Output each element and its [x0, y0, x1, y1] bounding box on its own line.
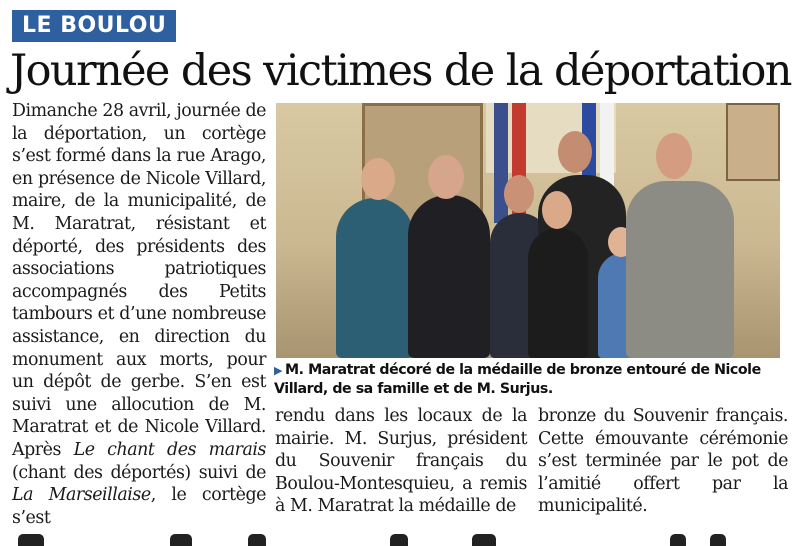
- cropped-letter: [170, 534, 192, 546]
- next-headline-fragment: [10, 532, 790, 546]
- cropped-letter: [670, 534, 686, 546]
- cropped-letter: [248, 534, 266, 546]
- photo-person-head: [542, 191, 572, 229]
- caption-text: M. Maratrat décoré de la médaille de bronze entouré de Nicole Villard, de sa famille et de M. Surjus.: [274, 362, 761, 397]
- photo-person: [528, 228, 588, 358]
- caption-marker-icon: ▶: [274, 364, 283, 377]
- photo-painting-right: [726, 103, 780, 181]
- article-column-middle: rendu dans les locaux de la mairie. M. Surjus, président du Souvenir français du Boulou-Montesquieu, a remis à M. Maratrat la médaille de: [275, 406, 527, 517]
- article-column-left: [12, 100, 266, 529]
- section-kicker: LE BOULOU: [12, 10, 176, 42]
- photo-person-head: [361, 158, 395, 200]
- photo-person-head: [558, 131, 592, 173]
- article-text-segment: , le cortège s’est: [12, 485, 266, 528]
- song-title-chant-des-marais: Le chant des marais: [73, 439, 266, 460]
- article-text-segment: (chant des déportés) suivi de: [12, 462, 266, 483]
- cropped-letter: [472, 534, 496, 546]
- cropped-letter: [18, 534, 44, 546]
- photo-person: [408, 195, 490, 358]
- cropped-letter: [390, 534, 408, 546]
- photo-person-head: [504, 175, 534, 213]
- photo-person: [626, 181, 734, 358]
- article-text-segment: Dimanche 28 avril, journée de la déportation, un cortège s’est formé dans la rue Arago, en présence de Nicole Villard, maire, de la municipalité, de M. Maratrat, résistant et déporté, des présidents des associations patriotiques accompagnés des Petits tambours et d’une nombreuse assistance, en direction du monument aux morts, pour un dépôt de gerbe. S’en est suivi une allocution de M. Maratrat et de Nicole Villard. Après: [12, 101, 266, 460]
- song-title-marseillaise: La Marseillaise: [12, 485, 151, 506]
- article-photo: [276, 103, 780, 358]
- photo-person-head: [656, 133, 692, 179]
- photo-person: [336, 198, 414, 358]
- photo-caption: [274, 361, 788, 398]
- cropped-letter: [710, 534, 726, 546]
- article-column-right: bronze du Souvenir français. Cette émouvante cérémonie s’est terminée par le pot de l’amitié offert par la municipalité.: [538, 406, 788, 517]
- photo-person-head: [428, 155, 464, 199]
- article-headline: Journée des victimes de la déportation: [10, 46, 791, 96]
